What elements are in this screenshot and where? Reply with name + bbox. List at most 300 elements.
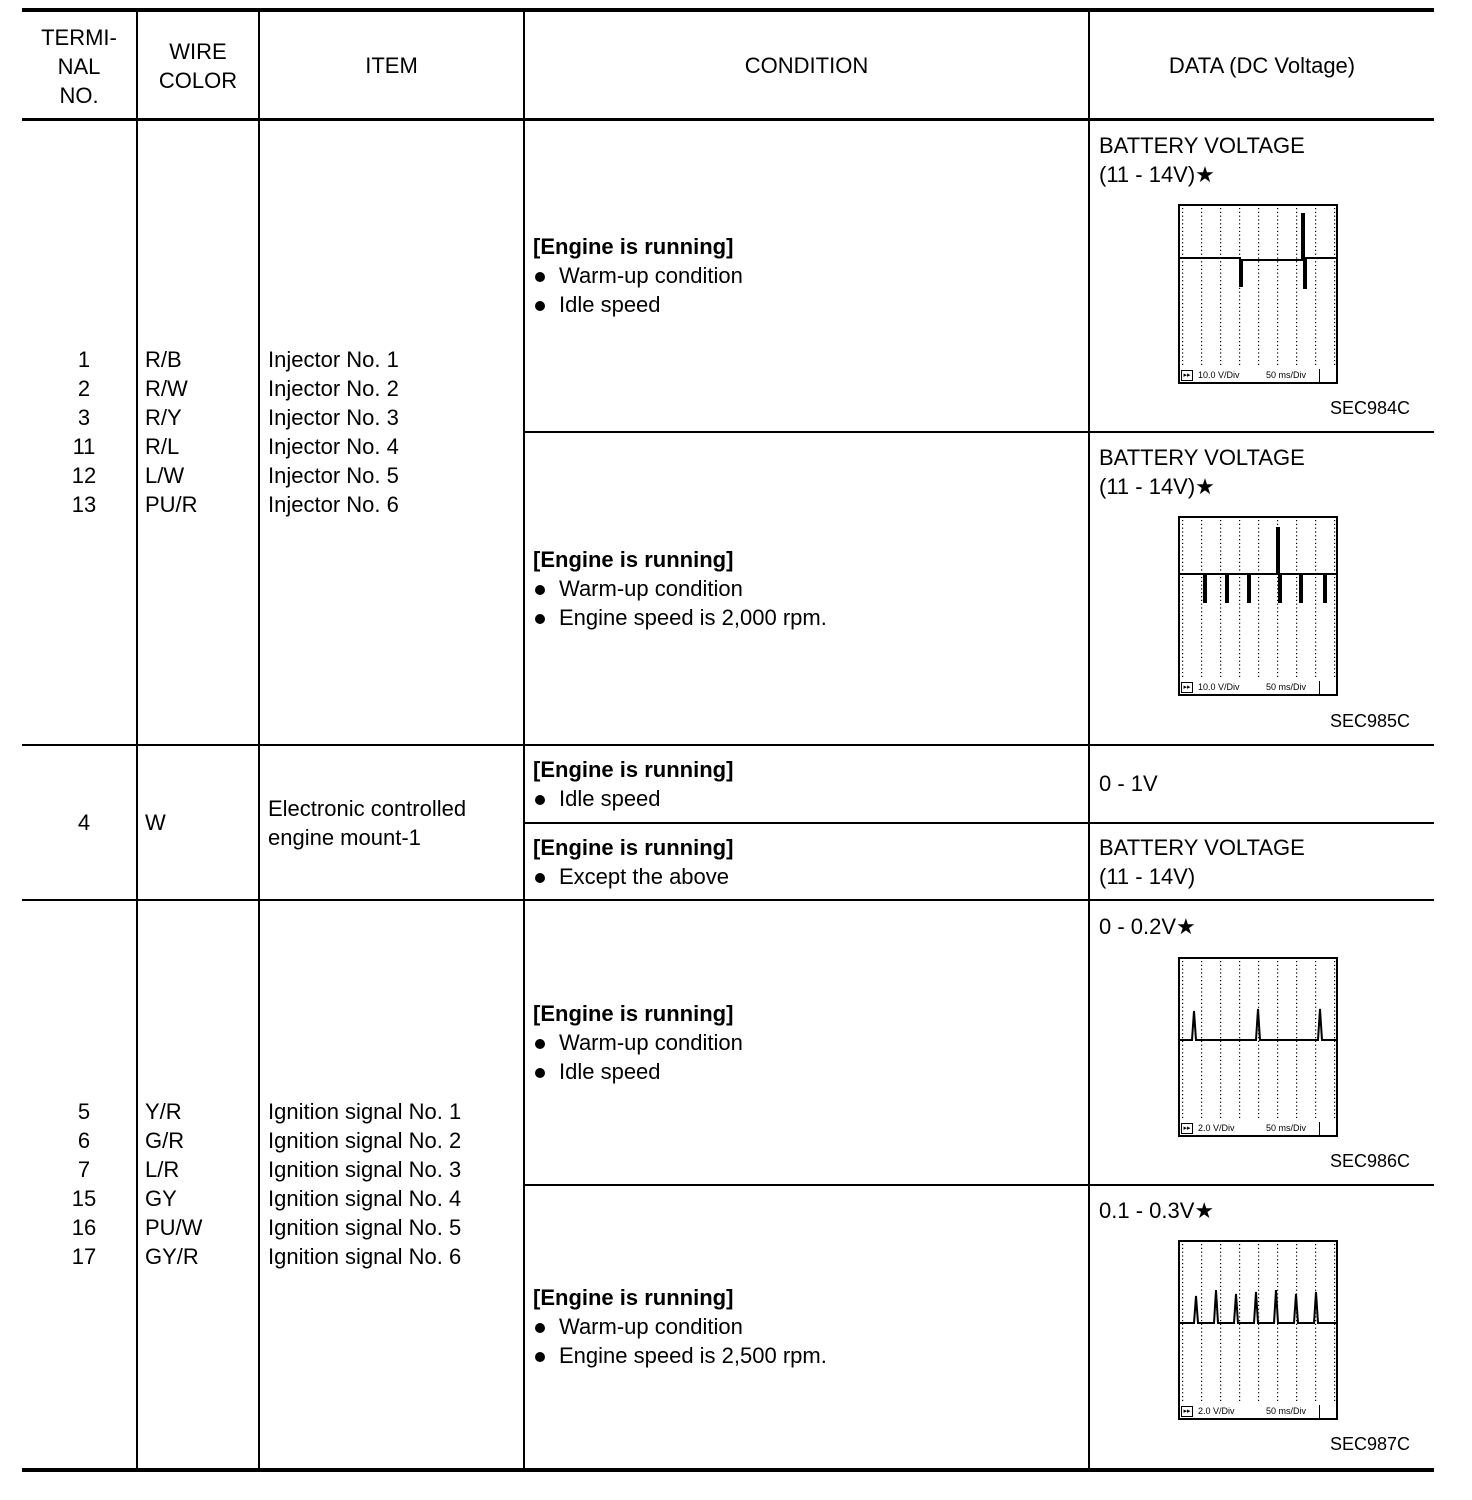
grid-dot <box>1334 235 1335 236</box>
grid-dot <box>1296 303 1297 304</box>
grid-dot <box>1239 626 1240 627</box>
grid-dot <box>1258 1052 1259 1053</box>
grid-dot <box>1315 984 1316 985</box>
grid-dot <box>1334 1369 1335 1370</box>
grid-dot <box>1239 1102 1240 1103</box>
grid-dot <box>1182 1007 1183 1008</box>
grid-dot <box>1258 1366 1259 1367</box>
grid-dot <box>1201 1029 1202 1030</box>
grid-dot <box>1334 330 1335 331</box>
grid-dot <box>1277 1274 1278 1275</box>
grid-dot <box>1201 577 1202 578</box>
grid-dot <box>1201 676 1202 677</box>
grid-dot <box>1277 965 1278 966</box>
grid-dot <box>1315 314 1316 315</box>
grid-dot <box>1201 364 1202 365</box>
grid-dot <box>1220 634 1221 635</box>
terminal-number: 4 <box>77 810 91 835</box>
grid-dot <box>1239 1113 1240 1114</box>
grid-dot <box>1182 231 1183 232</box>
grid-dot <box>1239 1282 1240 1283</box>
grid-dot <box>1201 349 1202 350</box>
grid-dot <box>1296 1324 1297 1325</box>
grid-dot <box>1315 292 1316 293</box>
grid-dot <box>1239 326 1240 327</box>
grid-dot <box>1239 1094 1240 1095</box>
condition-title: [Engine is running] <box>533 547 734 572</box>
grid-dot <box>1201 1244 1202 1245</box>
grid-dot <box>1258 550 1259 551</box>
grid-dot <box>1277 337 1278 338</box>
grid-dot <box>1182 265 1183 266</box>
grid-dot <box>1296 352 1297 353</box>
grid-dot <box>1296 577 1297 578</box>
grid-dot <box>1277 1347 1278 1348</box>
grid-dot <box>1334 1305 1335 1306</box>
grid-dot <box>1277 284 1278 285</box>
grid-dot <box>1201 273 1202 274</box>
grid-dot <box>1182 585 1183 586</box>
grid-dot <box>1277 1022 1278 1023</box>
grid-dot <box>1182 524 1183 525</box>
grid-dot <box>1182 307 1183 308</box>
grid-dot <box>1315 1400 1316 1401</box>
header-terminal-line: TERMI- <box>41 25 117 50</box>
grid-dot <box>1239 1064 1240 1065</box>
grid-dot <box>1277 314 1278 315</box>
grid-dot <box>1277 984 1278 985</box>
grid-dot <box>1182 645 1183 646</box>
grid-dot <box>1296 250 1297 251</box>
grid-dot <box>1182 664 1183 665</box>
grid-dot <box>1239 1377 1240 1378</box>
grid-dot <box>1296 550 1297 551</box>
grid-dot <box>1258 295 1259 296</box>
grid-dot <box>1201 288 1202 289</box>
grid-dot <box>1201 672 1202 673</box>
grid-dot <box>1201 588 1202 589</box>
grid-dot <box>1334 1037 1335 1038</box>
grid-dot <box>1258 242 1259 243</box>
wire-color: GY/R <box>145 1244 199 1269</box>
grid-dot <box>1334 254 1335 255</box>
grid-dot <box>1239 1392 1240 1393</box>
grid-dot <box>1182 1343 1183 1344</box>
grid-dot <box>1258 588 1259 589</box>
grid-dot <box>1334 227 1335 228</box>
grid-dot <box>1220 999 1221 1000</box>
grid-dot <box>1334 1071 1335 1072</box>
grid-dot <box>1182 547 1183 548</box>
grid-dot <box>1258 1117 1259 1118</box>
grid-dot <box>1258 250 1259 251</box>
grid-dot <box>1201 231 1202 232</box>
grid-dot <box>1258 1090 1259 1091</box>
grid-dot <box>1220 1029 1221 1030</box>
grid-dot <box>1201 999 1202 1000</box>
grid-dot <box>1201 238 1202 239</box>
grid-dot <box>1334 976 1335 977</box>
grid-dot <box>1220 653 1221 654</box>
grid-dot <box>1182 288 1183 289</box>
grid-dot <box>1258 531 1259 532</box>
grid-dot <box>1258 615 1259 616</box>
grid-dot <box>1220 558 1221 559</box>
grid-dot <box>1334 1320 1335 1321</box>
grid-dot <box>1296 1369 1297 1370</box>
grid-dot <box>1182 261 1183 262</box>
figure-code: SEC986C <box>1330 1151 1411 1171</box>
grid-dot <box>1296 1045 1297 1046</box>
grid-dot <box>1201 1026 1202 1027</box>
grid-dot <box>1220 1267 1221 1268</box>
grid-dot <box>1220 1022 1221 1023</box>
grid-dot <box>1239 961 1240 962</box>
grid-dot <box>1258 649 1259 650</box>
grid-dot <box>1334 1029 1335 1030</box>
grid-dot <box>1277 638 1278 639</box>
grid-dot <box>1182 322 1183 323</box>
grid-dot <box>1239 638 1240 639</box>
grid-dot <box>1258 330 1259 331</box>
grid-dot <box>1258 554 1259 555</box>
condition-title: [Engine is running] <box>533 1285 734 1310</box>
grid-dot <box>1315 219 1316 220</box>
grid-dot <box>1201 657 1202 658</box>
grid-dot <box>1201 333 1202 334</box>
grid-dot <box>1334 1282 1335 1283</box>
grid-dot <box>1334 1248 1335 1249</box>
grid-dot <box>1201 976 1202 977</box>
grid-dot <box>1220 969 1221 970</box>
header-wire-color <box>138 38 258 96</box>
grid-dot <box>1334 284 1335 285</box>
grid-dot <box>1334 307 1335 308</box>
grid-dot <box>1220 1290 1221 1291</box>
condition-cell <box>533 755 733 813</box>
grid-dot <box>1315 1048 1316 1049</box>
grid-dot <box>1239 581 1240 582</box>
oscilloscope-waveform <box>1178 1240 1338 1420</box>
item-label: Injector No. 5 <box>268 463 399 488</box>
grid-dot <box>1258 630 1259 631</box>
grid-dot <box>1315 242 1316 243</box>
grid-dot <box>1334 1377 1335 1378</box>
condition-title: [Engine is running] <box>533 1001 734 1026</box>
grid-dot <box>1201 592 1202 593</box>
grid-dot <box>1201 615 1202 616</box>
grid-dot <box>1296 1029 1297 1030</box>
grid-dot <box>1334 585 1335 586</box>
grid-dot <box>1277 1350 1278 1351</box>
grid-dot <box>1182 1320 1183 1321</box>
grid-dot <box>1239 661 1240 662</box>
header-terminal-line: NAL <box>57 54 101 79</box>
grid-dot <box>1315 1102 1316 1103</box>
grid-dot <box>1182 1060 1183 1061</box>
grid-dot <box>1239 223 1240 224</box>
grid-dot <box>1315 585 1316 586</box>
grid-dot <box>1296 630 1297 631</box>
grid-dot <box>1258 223 1259 224</box>
grid-dot <box>1239 333 1240 334</box>
grid-dot <box>1296 1388 1297 1389</box>
grid-dot <box>1239 1037 1240 1038</box>
grid-dot <box>1182 577 1183 578</box>
grid-dot <box>1315 1105 1316 1106</box>
grid-dot <box>1277 292 1278 293</box>
grid-dot <box>1315 626 1316 627</box>
grid-dot <box>1258 349 1259 350</box>
grid-dot <box>1239 634 1240 635</box>
grid-dot <box>1334 1033 1335 1034</box>
grid-dot <box>1277 303 1278 304</box>
grid-dot <box>1277 1377 1278 1378</box>
grid-dot <box>1277 1003 1278 1004</box>
grid-dot <box>1315 1377 1316 1378</box>
grid-dot <box>1239 231 1240 232</box>
grid-dot <box>1201 1381 1202 1382</box>
grid-dot <box>1334 1381 1335 1382</box>
grid-dot <box>1334 554 1335 555</box>
grid-dot <box>1296 539 1297 540</box>
header-condition: CONDITION <box>744 53 869 78</box>
grid-dot <box>1201 1252 1202 1253</box>
grid-dot <box>1220 1105 1221 1106</box>
grid-dot <box>1201 345 1202 346</box>
grid-dot <box>1220 345 1221 346</box>
grid-dot <box>1182 1373 1183 1374</box>
grid-dot <box>1239 1056 1240 1057</box>
grid-dot <box>1239 1309 1240 1310</box>
grid-dot <box>1201 600 1202 601</box>
grid-dot <box>1334 1274 1335 1275</box>
grid-dot <box>1277 1267 1278 1268</box>
grid-dot <box>1258 1071 1259 1072</box>
grid-dot <box>1296 588 1297 589</box>
grid-dot <box>1277 524 1278 525</box>
grid-dot <box>1334 1278 1335 1279</box>
grid-dot <box>1182 1263 1183 1264</box>
grid-dot <box>1334 1064 1335 1065</box>
grid-dot <box>1334 250 1335 251</box>
figure-code: SEC985C <box>1330 711 1411 731</box>
grid-dot <box>1258 1335 1259 1336</box>
grid-dot <box>1201 216 1202 217</box>
grid-dot <box>1334 1255 1335 1256</box>
grid-dot <box>1334 969 1335 970</box>
grid-dot <box>1334 1297 1335 1298</box>
grid-dot <box>1182 1098 1183 1099</box>
grid-dot <box>1220 1244 1221 1245</box>
grid-dot <box>1315 261 1316 262</box>
grid-dot <box>1220 227 1221 228</box>
grid-dot <box>1182 1029 1183 1030</box>
grid-dot <box>1182 961 1183 962</box>
grid-dot <box>1182 292 1183 293</box>
grid-dot <box>1182 1400 1183 1401</box>
grid-dot <box>1220 1358 1221 1359</box>
grid-dot <box>1220 547 1221 548</box>
grid-dot <box>1239 596 1240 597</box>
grid-dot <box>1296 265 1297 266</box>
grid-dot <box>1334 326 1335 327</box>
grid-dot <box>1258 995 1259 996</box>
grid-dot <box>1182 619 1183 620</box>
grid-dot <box>1315 645 1316 646</box>
grid-dot <box>1201 250 1202 251</box>
grid-dot <box>1201 219 1202 220</box>
grid-dot <box>1220 326 1221 327</box>
grid-dot <box>1277 295 1278 296</box>
grid-dot <box>1277 265 1278 266</box>
grid-dot <box>1296 1048 1297 1049</box>
grid-dot <box>1296 1018 1297 1019</box>
oscilloscope-waveform <box>1178 957 1338 1137</box>
grid-dot <box>1296 1109 1297 1110</box>
grid-dot <box>1220 1339 1221 1340</box>
grid-dot <box>1296 676 1297 677</box>
grid-dot <box>1296 238 1297 239</box>
grid-dot <box>1182 988 1183 989</box>
grid-dot <box>1296 972 1297 973</box>
grid-dot <box>1334 1117 1335 1118</box>
grid-dot <box>1296 1056 1297 1057</box>
grid-dot <box>1239 345 1240 346</box>
grid-dot <box>1258 664 1259 665</box>
grid-dot <box>1258 216 1259 217</box>
grid-dot <box>1201 642 1202 643</box>
grid-dot <box>1315 611 1316 612</box>
grid-dot <box>1239 1033 1240 1034</box>
grid-dot <box>1277 1007 1278 1008</box>
grid-dot <box>1296 280 1297 281</box>
grid-dot <box>1296 965 1297 966</box>
grid-dot <box>1258 1083 1259 1084</box>
grid-dot <box>1296 1286 1297 1287</box>
grid-dot <box>1201 227 1202 228</box>
grid-dot <box>1220 1248 1221 1249</box>
figure-code: SEC984C <box>1330 398 1411 418</box>
grid-dot <box>1201 991 1202 992</box>
grid-dot <box>1296 1278 1297 1279</box>
grid-dot <box>1239 1373 1240 1374</box>
grid-dot <box>1258 1064 1259 1065</box>
grid-dot <box>1315 543 1316 544</box>
grid-dot <box>1296 1102 1297 1103</box>
grid-dot <box>1220 604 1221 605</box>
grid-dot <box>1182 1094 1183 1095</box>
grid-dot <box>1239 991 1240 992</box>
grid-dot <box>1315 1003 1316 1004</box>
grid-dot <box>1315 227 1316 228</box>
scope-grid <box>1182 208 1335 365</box>
grid-dot <box>1277 1045 1278 1046</box>
grid-dot <box>1239 322 1240 323</box>
grid-dot <box>1182 1358 1183 1359</box>
grid-dot <box>1182 1267 1183 1268</box>
grid-dot <box>1258 969 1259 970</box>
grid-dot <box>1239 1003 1240 1004</box>
wire-color-list <box>145 1097 202 1271</box>
grid-dot <box>1220 664 1221 665</box>
terminal-list <box>22 345 146 519</box>
grid-dot <box>1258 1271 1259 1272</box>
grid-dot <box>1296 330 1297 331</box>
grid-dot <box>1220 269 1221 270</box>
grid-dot <box>1182 588 1183 589</box>
grid-dot <box>1220 638 1221 639</box>
data-value <box>1099 131 1305 189</box>
wire-color: PU/R <box>145 492 198 517</box>
grid-dot <box>1201 307 1202 308</box>
grid-dot <box>1258 1343 1259 1344</box>
grid-dot <box>1220 1014 1221 1015</box>
grid-dot <box>1296 1335 1297 1336</box>
grid-dot <box>1182 280 1183 281</box>
grid-dot <box>1258 292 1259 293</box>
grid-dot <box>1182 535 1183 536</box>
grid-dot <box>1334 356 1335 357</box>
grid-dot <box>1239 1331 1240 1332</box>
grid-dot <box>1315 1037 1316 1038</box>
grid-dot <box>1182 356 1183 357</box>
grid-dot <box>1258 623 1259 624</box>
grid-dot <box>1182 1048 1183 1049</box>
grid-dot <box>1220 1117 1221 1118</box>
grid-dot <box>1182 1026 1183 1027</box>
item-label: Ignition signal No. 6 <box>268 1244 462 1269</box>
header-item: ITEM <box>365 53 418 78</box>
volts-per-div: 2.0 V/Div <box>1198 1123 1235 1133</box>
grid-dot <box>1239 341 1240 342</box>
grid-dot <box>1277 345 1278 346</box>
grid-dot <box>1182 642 1183 643</box>
grid-dot <box>1239 1358 1240 1359</box>
grid-dot <box>1296 208 1297 209</box>
grid-dot <box>1201 535 1202 536</box>
table-top-rule <box>22 8 1434 12</box>
grid-dot <box>1296 1274 1297 1275</box>
grid-dot <box>1277 1259 1278 1260</box>
grid-dot <box>1277 615 1278 616</box>
grid-dot <box>1277 261 1278 262</box>
grid-dot <box>1277 1098 1278 1099</box>
grid-dot <box>1182 1014 1183 1015</box>
grid-dot <box>1182 330 1183 331</box>
grid-dot <box>1182 1328 1183 1329</box>
grid-dot <box>1334 1022 1335 1023</box>
wire-color: R/B <box>145 347 182 372</box>
grid-dot <box>1315 1339 1316 1340</box>
grid-dot <box>1296 976 1297 977</box>
grid-dot <box>1334 314 1335 315</box>
grid-dot <box>1258 1259 1259 1260</box>
wire-color: PU/W <box>145 1215 203 1240</box>
grid-dot <box>1220 238 1221 239</box>
play-icon: ▸▸ <box>1181 1406 1193 1417</box>
grid-dot <box>1201 1102 1202 1103</box>
grid-dot <box>1258 307 1259 308</box>
wire-color: GY <box>145 1186 177 1211</box>
grid-dot <box>1334 1105 1335 1106</box>
grid-dot <box>1239 1117 1240 1118</box>
grid-dot <box>1239 1255 1240 1256</box>
grid-dot <box>1334 1316 1335 1317</box>
grid-dot <box>1315 311 1316 312</box>
grid-dot <box>1334 219 1335 220</box>
terminal-number: 13 <box>71 492 97 517</box>
